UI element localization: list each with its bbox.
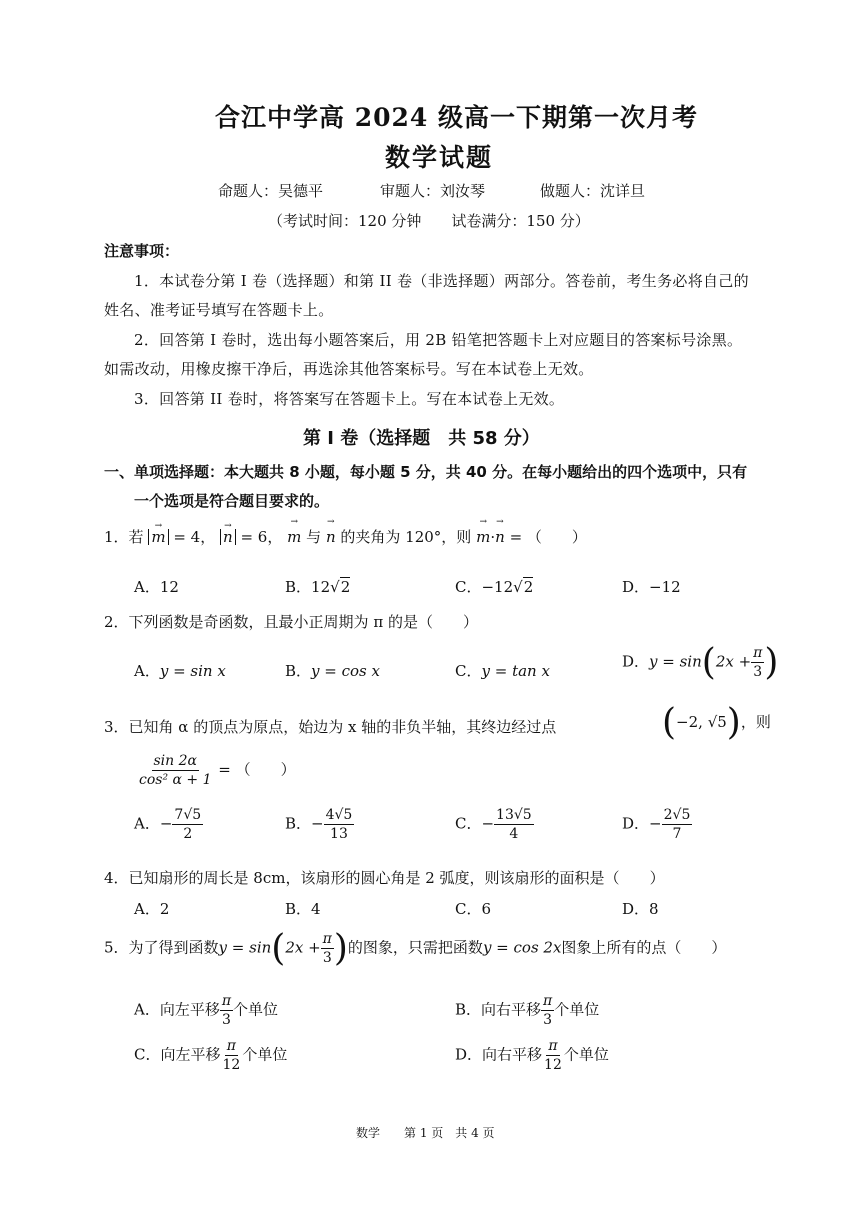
- exam-subtitle: 数学试题: [385, 143, 494, 172]
- q1-answer-blank: = （ ）: [509, 528, 587, 546]
- q5-option-a-label: A．向左平移: [134, 1000, 220, 1019]
- question-4-stem: 4．已知扇形的周长是 8cm，该扇形的圆心角是 2 弧度，则该扇形的面积是（ ）: [104, 869, 665, 887]
- fraction-denominator: 3: [753, 664, 763, 680]
- q4-option-a: A．2: [134, 900, 170, 918]
- q5-stem-mid: 的图象，只需把函数: [347, 938, 483, 957]
- q5-option-d-label: D．向右平移: [455, 1045, 543, 1064]
- vector-n: → n: [326, 528, 336, 546]
- section-title: 第 I 卷（选择题 共 58 分）: [303, 428, 540, 449]
- q2-option-c-formula: y = tan x: [481, 662, 550, 680]
- exam-info: （考试时间：120 分钟 试卷满分：150 分）: [268, 212, 590, 230]
- q3-stem-text: 3．已知角 α 的顶点为原点，始边为 x 轴的非负半轴，其终边经过点: [104, 718, 557, 736]
- vector-n: → n: [223, 529, 233, 545]
- question-2-stem: 2．下列函数是奇函数，且最小正周期为 π 的是（ ）: [104, 613, 478, 631]
- part-instructions-line2: 一个选项是符合题目要求的。: [134, 492, 330, 510]
- author-setter: 命题人：吴德平: [218, 182, 324, 200]
- fraction-numerator: 2√5: [663, 807, 691, 823]
- notes-heading: 注意事项：: [104, 242, 180, 260]
- q3-option-a-label: A．−: [134, 814, 173, 833]
- fraction-denominator: cos² α + 1: [139, 772, 212, 788]
- q2-option-b-label: B．: [285, 662, 312, 680]
- question-5-stem: 5．为了得到函数y = sin(2x + $\frac{\pi}{3}$ )的图象，只需把函数y = cos 2x图象上所有的点（ ）: [104, 927, 727, 969]
- fraction-numerator: 13√5: [496, 807, 532, 823]
- q3-option-b: [285, 806, 354, 843]
- q2-option-d-label: D．: [622, 652, 650, 671]
- question-3-stem: [104, 716, 556, 737]
- fraction-denominator: 7: [672, 826, 682, 842]
- q1-angle-text: 的夹角为 120°，则: [340, 528, 472, 546]
- q2-option-a: [134, 660, 226, 681]
- q1-option-d: D．−12: [622, 578, 681, 596]
- q5-stem-post: 图象上所有的点（ ）: [561, 938, 727, 957]
- fraction-numerator: π: [548, 1038, 558, 1054]
- fraction-denominator: 12: [222, 1057, 241, 1073]
- q2-option-b: [285, 660, 380, 681]
- note-2-line2: 如需改动，用橡皮擦干净后，再选涂其他答案标号。写在本试卷上无效。: [104, 360, 594, 378]
- fraction-denominator: 4: [509, 826, 519, 842]
- q1-option-a: A．12: [134, 578, 179, 596]
- q5-option-a: [134, 992, 278, 1029]
- note-1-line2: 姓名、准考证号填写在答题卡上。: [104, 301, 334, 319]
- q5-option-c: [134, 1037, 287, 1074]
- q1-option-c: C．−12√2: [455, 578, 534, 596]
- q1-option-b-label: B．12: [285, 578, 331, 596]
- q3-option-c: [455, 806, 534, 843]
- q3-fraction: [137, 752, 214, 789]
- q4-option-d: D．8: [622, 900, 659, 918]
- q5-unit: 个单位: [554, 1000, 600, 1019]
- exam-title: 合江中学高 2024 级高一下期第一次月考: [215, 103, 698, 132]
- q1-option-c-label: C．−12: [455, 578, 514, 596]
- q2-option-c-label: C．: [455, 662, 482, 680]
- q2-option-b-formula: y = cos x: [311, 662, 380, 680]
- vector-n: → n: [495, 528, 505, 546]
- question-1-stem: 1．若 → m = 4， → n = 6， → m 与 → n 的夹角为 120°，则 → m·→ n = （ ）: [104, 526, 587, 547]
- q3-option-c-label: C．−: [455, 814, 495, 833]
- q1-norm-m-value: = 4，: [173, 528, 216, 546]
- q3-then: ，则: [740, 713, 771, 731]
- vector-m: → m: [151, 529, 165, 545]
- q5-unit: 个单位: [563, 1045, 609, 1064]
- q5-target-arg: 2x +: [285, 938, 321, 957]
- author-tester: 做题人：沈详旦: [540, 182, 646, 200]
- q1-and: 与: [306, 528, 322, 546]
- note-2-line1: 2．回答第 I 卷时，选出每小题答案后，用 2B 铅笔把答题卡上对应题目的答案标号涂黑。: [134, 331, 743, 349]
- q3-option-b-label: B．−: [285, 814, 324, 833]
- q3-point-coords: −2, √5: [676, 713, 727, 731]
- q1-option-c-radicand: 2: [523, 578, 534, 596]
- q5-option-d: [455, 1037, 609, 1074]
- fraction-numerator: π: [226, 1038, 236, 1054]
- q2-option-d-fraction: [751, 644, 764, 681]
- q3-option-d: [622, 806, 692, 843]
- q1-norm-n-value: = 6，: [240, 528, 283, 546]
- fraction-numerator: π: [221, 993, 232, 1009]
- vector-m: → m: [476, 528, 490, 546]
- fraction-numerator: π: [753, 645, 763, 661]
- fraction-numerator: 4√5: [325, 807, 353, 823]
- vector-m: → m: [287, 528, 301, 546]
- q5-stem-pre: 5．为了得到函数: [104, 938, 219, 957]
- q3-option-a: [134, 806, 203, 843]
- note-3: 3．回答第 II 卷时，将答案写在答题卡上。写在本试卷上无效。: [134, 390, 565, 408]
- fraction-denominator: 3: [322, 950, 332, 966]
- fraction-numerator: π: [322, 931, 332, 947]
- q1-norm-n: [220, 529, 236, 545]
- q2-option-a-label: A．: [134, 662, 160, 680]
- q2-option-d-arg: 2x +: [715, 652, 752, 671]
- q2-option-d: D．y = sin(2x + $\frac{\pi}{3}$ ): [622, 641, 779, 683]
- q5-option-c-label: C．向左平移: [134, 1045, 221, 1064]
- q3-option-d-label: D．−: [622, 814, 662, 833]
- q2-option-d-fn: y = sin: [649, 652, 702, 671]
- q1-option-b: B．12√2: [285, 578, 351, 596]
- q2-option-c: [455, 660, 550, 681]
- q1-norm-m: [148, 529, 168, 545]
- q3-answer-blank: = （ ）: [218, 760, 296, 779]
- page-footer: 数学 第 1 页 共 4 页: [356, 1126, 495, 1140]
- note-1-line1: 1．本试卷分第 I 卷（选择题）和第 II 卷（非选择题）两部分。答卷前，考生务必将自己的: [134, 272, 749, 290]
- author-reviewer: 审题人：刘汝琴: [380, 182, 486, 200]
- q4-option-b: B．4: [285, 900, 321, 918]
- part-instructions-line1: 一、单项选择题：本大题共 8 小题，每小题 5 分，共 40 分。在每小题给出的四个选项中，只有: [104, 463, 748, 481]
- q1-number: 1．若: [104, 528, 144, 546]
- fraction-numerator: π: [543, 993, 553, 1009]
- fraction-denominator: 12: [544, 1057, 562, 1073]
- q5-unit: 个单位: [233, 1000, 279, 1019]
- q5-option-b: [455, 992, 599, 1029]
- fraction-denominator: 2: [183, 826, 193, 842]
- fraction-numerator: 7√5: [174, 807, 202, 823]
- q5-unit: 个单位: [242, 1045, 288, 1064]
- q3-point: (−2, √5)，则: [662, 702, 771, 743]
- fraction-denominator: 3: [543, 1012, 553, 1028]
- q3-expression: [137, 752, 296, 789]
- q5-target-fn: y = sin: [218, 938, 272, 957]
- q2-option-a-formula: y = sin x: [159, 662, 226, 680]
- fraction-numerator: sin 2α: [153, 753, 197, 769]
- q5-option-b-label: B．向右平移: [455, 1000, 542, 1019]
- fraction-denominator: 13: [330, 826, 348, 842]
- q4-option-c: C．6: [455, 900, 492, 918]
- q5-source-fn: y = cos 2x: [482, 938, 562, 957]
- q1-option-b-radicand: 2: [340, 578, 351, 596]
- fraction-denominator: 3: [221, 1012, 231, 1028]
